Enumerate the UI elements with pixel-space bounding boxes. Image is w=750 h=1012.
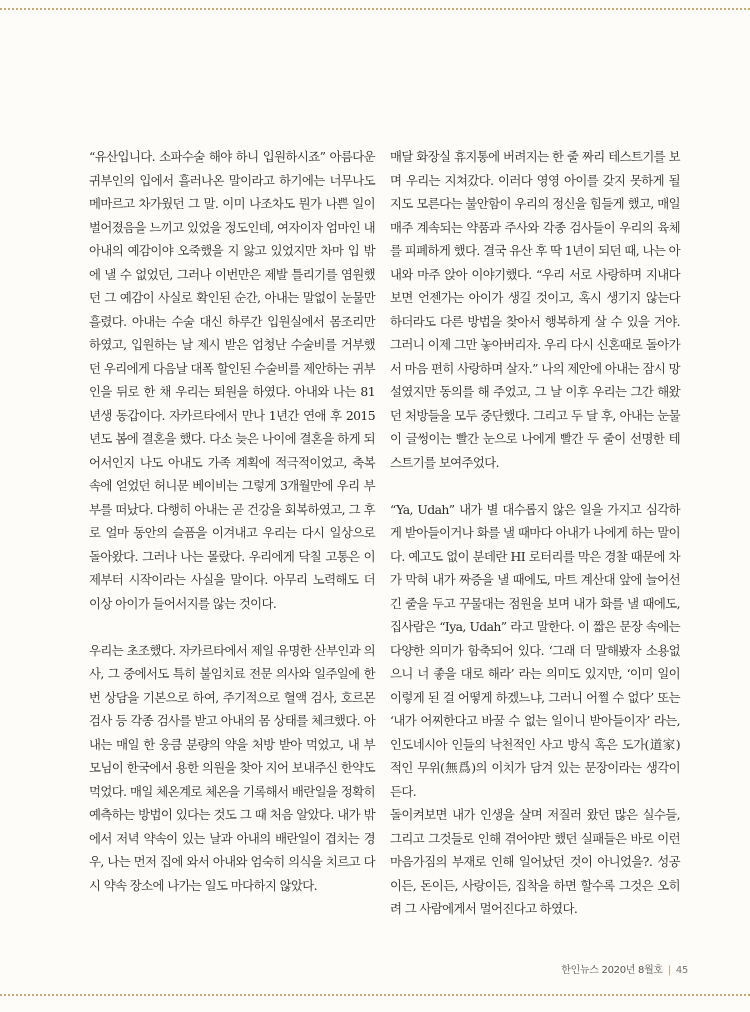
paragraph-right-1: 매달 화장실 휴지통에 버려지는 한 줄 짜리 테스트기를 보며 우리는 지쳐갔다. 이러다 영영 아이를 갖지 못하게 될 지도 모른다는 불안함이 우리의 정신을 힘들게 했고, 매일 매주 계속되는 약품과 주사와 각종 검사들이 우리의 육체를 피폐하게 했다. 결국 유산 후 딱 1년이 되던 때, 나는 아내와 마주 앉아 이야기했다. “우리 서로 사랑하며 지내다 보면 언젠가는 아이가 생길 것이고, 혹시 생기지 않는다 하더라도 다른 방법을 찾아서 행복하게 살 수 있을 거야. 그러니 이제 그만 놓아버리자. 우리 다시 신혼때로 돌아가서 마음 편히 사랑하며 살자.” 나의 제안에 아내는 잠시 망설였지만 동의를 해 주었고, 그 날 이후 우리는 그간 해왔던 처방들을 모두 중단했다. 그리고 두 달 후, 아내는 눈물이 글썽이는 빨간 눈으로 나에게 빨간 두 줄이 선명한 테스트기를 보여주었다. [390, 149, 680, 470]
article-column-left [89, 145, 375, 897]
paragraph-right-3: 돌이켜보면 내가 인생을 살며 저질러 왔던 많은 실수들, 그리고 그것들로 인해 겪어야만 했던 실패들은 바로 이런 마음가짐의 부재로 인해 일어났던 것이 아니었을?. 성공이든, 돈이든, 사랑이든, 집착을 하면 할수록 그것은 오히려 그 사람에게서 멀어진다고 하였다. [390, 807, 680, 916]
paragraph-left-1: “유산입니다. 소파수술 해야 하니 입원하시죠” 아름다운 귀부인의 입에서 흘러나온 말이라고 하기에는 너무나도 메마르고 차가웠던 그 말. 이미 나조차도 뭔가 나쁜 일이 벌어졌음을 느끼고 있었을 정도인데, 여자이자 엄마인 내 아내의 예감이야 오죽했을 지 앓고 있었지만 차마 입 밖에 낼 수 없었던, 그러나 이번만은 제발 틀리기를 염원했던 그 예감이 사실로 확인된 순간, 아내는 말없이 눈물만 흘렸다. 아내는 수술 대신 하루간 입원실에서 몸조리만 하였고, 입원하는 날 제시 받은 엄청난 수술비를 거부했던 우리에게 다음날 대폭 할인된 수술비를 제안하는 귀부인을 뒤로 한 채 우리는 퇴원을 하였다. 아내와 나는 81년생 동갑이다. 자카르타에서 만나 1년간 연애 후 2015년도 봄에 결혼을 했다. 다소 늦은 나이에 결혼을 하게 되어서인지 나도 아내도 가족 계획에 적극적이었고, 축복 속에 얻었던 허니문 베이비는 그렇게 3개월만에 우리 부부를 떠났다. 다행히 아내는 곧 건강을 회복하였고, 그 후로 얼마 동안의 슬픔을 이겨내고 우리는 다시 일상으로 돌아왔다. 그러나 나는 몰랐다. 우리에게 닥칠 고통은 이제부터 시작이라는 사실을 말이다. 아무리 노력해도 더 이상 아이가 들어서지를 않는 것이다. [89, 149, 375, 611]
bottom-dotted-border [0, 994, 750, 996]
paragraph-left-2: 우리는 초조했다. 자카르타에서 제일 유명한 산부인과 의사, 그 중에서도 특히 불임치료 전문 의사와 일주일에 한 번 상담을 기본으로 하여, 주기적으로 혈액 검사, 호르몬 검사 등 각종 검사를 받고 아내의 몸 상태를 체크했다. 아내는 매일 한 웅큼 분량의 약을 처방 받아 먹었고, 내 부모님이 한국에서 용한 의원을 찾아 지어 보내주신 한약도 먹었다. 매일 체온계로 체온을 기록해서 배란일을 정확히 예측하는 방법이 있다는 것도 그 때 처음 알았다. 내가 밖에서 저녁 약속이 있는 날과 아내의 배란일이 겹치는 경우, 나는 먼저 집에 와서 아내와 엄숙히 의식을 치르고 다시 약속 장소에 나가는 일도 마다하지 않았다. [89, 642, 375, 893]
paragraph-right-2: “Ya, Udah” 내가 별 대수롭지 않은 일을 가지고 심각하게 받아들이거나 화를 낼 때마다 아내가 나에게 하는 말이다. 예고도 없이 분데란 HI 로터리를 막은 경찰 때문에 차가 막혀 내가 짜증을 낼 때에도, 마트 계산대 앞에 늘어선 긴 줄을 두고 꾸물대는 점원을 보며 내가 화를 낼 때에도, 집사람은 “Iya, Udah” 라고 말한다. 이 짧은 문장 속에는 다양한 의미가 함축되어 있다. ‘그래 더 말해봤자 소용없으니 너 좋을 대로 해라’ 라는 의미도 있지만, ‘이미 일이 이렇게 된 걸 어떻게 하겠느냐, 그러니 어쩔 수 없다’ 또는 ‘내가 어찌한다고 바꿀 수 없는 일이니 받아들이자’ 라는, 인도네시아 인들의 낙천적인 사고 방식 혹은 도가(道家)적인 무위(無爲)의 이치가 담겨 있는 문장이라는 생각이 든다. [390, 501, 680, 799]
top-dotted-border [0, 8, 750, 10]
page-footer [561, 961, 688, 976]
publication-label: 한인뉴스 2020년 8월호 [561, 965, 663, 976]
article-column-right [390, 145, 680, 921]
footer-separator: | [667, 965, 671, 976]
page-number: 45 [675, 965, 688, 976]
